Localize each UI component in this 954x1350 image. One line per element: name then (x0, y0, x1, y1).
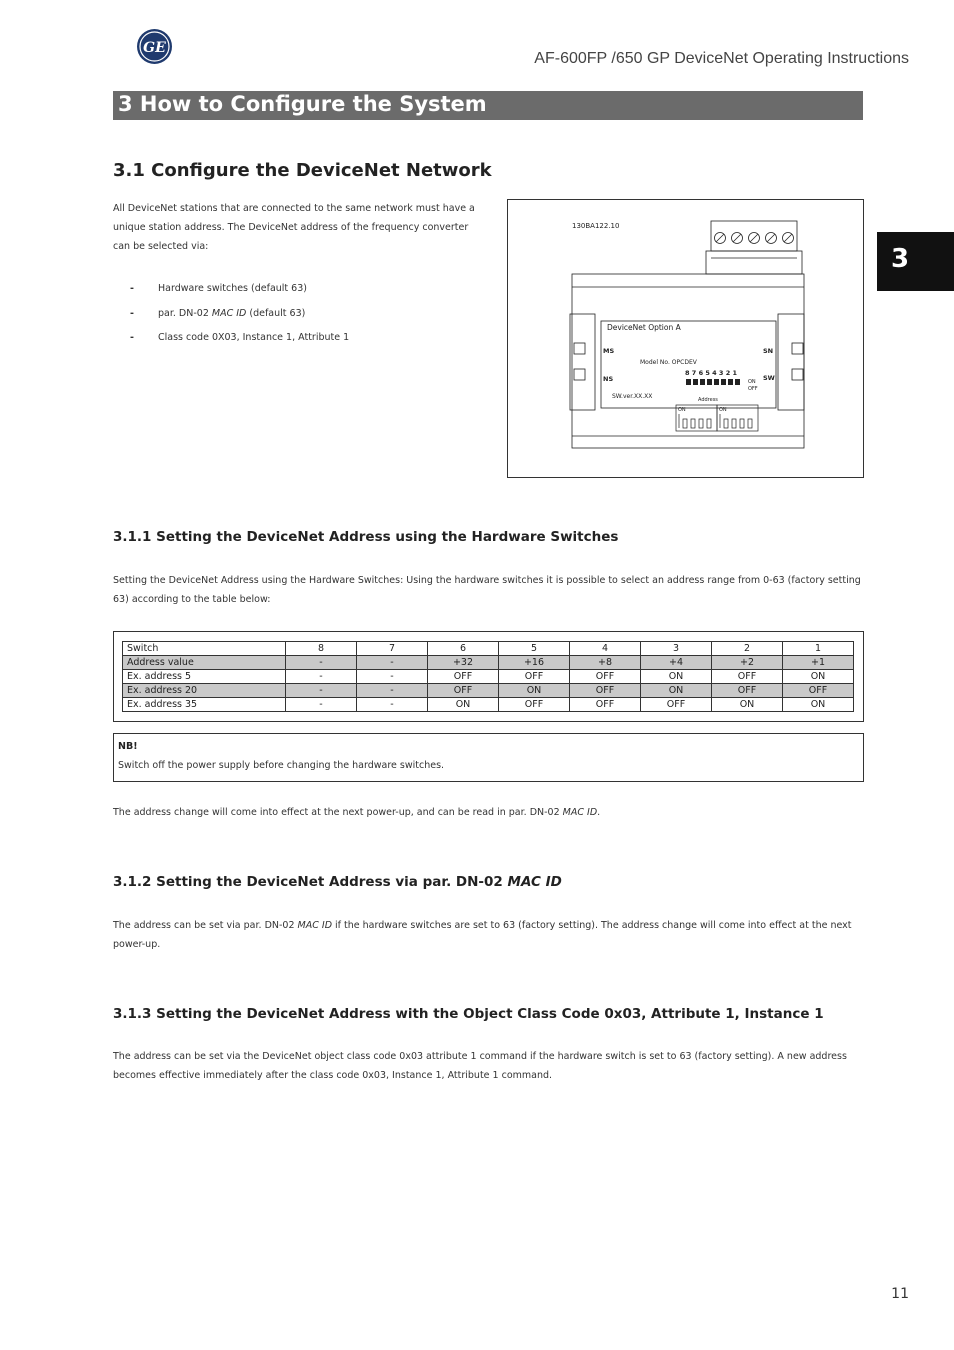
para-text-pre: The address change will come into effect at the next power-up, and can be read in par. DN-02 (113, 807, 563, 818)
table-cell: - (357, 684, 428, 698)
table-cell: - (286, 670, 357, 684)
table-cell: - (286, 698, 357, 712)
document-title: AF-600FP /650 GP DeviceNet Operating Instructions (534, 50, 909, 67)
table-cell: OFF (570, 698, 641, 712)
table-cell: ON (783, 670, 854, 684)
table-cell: OFF (428, 684, 499, 698)
row-label: Ex. address 5 (123, 670, 286, 684)
table-cell: ON (712, 698, 783, 712)
table-cell: OFF (570, 684, 641, 698)
ns-label: NS (603, 375, 614, 383)
table-cell: OFF (712, 670, 783, 684)
table-cell: OFF (499, 698, 570, 712)
bullet-text-post: (default 63) (246, 308, 306, 319)
dip-on-label: ON (748, 379, 756, 385)
dip-on-left: ON (678, 407, 686, 413)
heading-text: 3.1.2 Setting the DeviceNet Address via par. DN-02 (113, 874, 508, 890)
para-text-post: if the hardware switches are set to 63 (factory setting). The address change will come into effect at the next power-up. (113, 920, 852, 950)
table-cell: OFF (712, 684, 783, 698)
table-cell: 5 (499, 642, 570, 656)
address-label: Address (698, 397, 718, 403)
para-text-param: MAC ID (297, 920, 333, 931)
bullet-dash: - (130, 283, 134, 294)
class-code-paragraph: The address can be set via the DeviceNet object class code 0x03 attribute 1 command if the hardware switch is set to 63 (factory setting). A new address becomes effective immediately after the class code 0x03, Instance 1, Attribute 1 command. (113, 1051, 847, 1081)
ms-label: MS (603, 347, 615, 355)
bullet-text: Class code 0X03, Instance 1, Attribute 1 (158, 332, 350, 343)
table-cell: 8 (286, 642, 357, 656)
note-text: Switch off the power supply before changing the hardware switches. (118, 760, 445, 771)
sn-label: SN (763, 347, 774, 355)
row-label: Ex. address 35 (123, 698, 286, 712)
bullet-text (158, 308, 305, 319)
dip-on-right: ON (719, 407, 727, 413)
section-heading-3-1: 3.1 Configure the DeviceNet Network (113, 160, 492, 181)
mac-id-paragraph (113, 916, 865, 954)
table-cell: ON (783, 698, 854, 712)
sw-version-label: SW.ver.XX.XX (612, 393, 653, 400)
para-text-post: . (597, 807, 601, 818)
table-cell: ON (428, 698, 499, 712)
table-cell: OFF (499, 670, 570, 684)
table-cell: +32 (428, 656, 499, 670)
table-cell: +8 (570, 656, 641, 670)
table-cell: OFF (428, 670, 499, 684)
table-row (123, 670, 854, 684)
heading-param: MAC ID (507, 874, 562, 890)
table-cell: - (357, 656, 428, 670)
ge-logo (136, 28, 173, 65)
page-number: 11 (891, 1286, 909, 1302)
table-cell: - (286, 656, 357, 670)
model-label: Model No. OPCDEV (640, 359, 697, 366)
lower-dip-switches (676, 405, 758, 431)
table-cell: 4 (570, 642, 641, 656)
dip-numbers: 8 7 6 5 4 3 2 1 (685, 369, 738, 377)
table-cell: 2 (712, 642, 783, 656)
table-cell: 6 (428, 642, 499, 656)
table-cell: ON (641, 684, 712, 698)
bullet-dash: - (130, 308, 134, 319)
address-dip-switch (686, 379, 740, 385)
table-cell: 1 (783, 642, 854, 656)
intro-paragraph: All DeviceNet stations that are connected to the same network must have a unique station address. The DeviceNet address of the frequency converter can be selected via: (113, 203, 475, 252)
table-cell: ON (499, 684, 570, 698)
bullet-text-pre: par. DN-02 (158, 308, 212, 319)
table-cell: +16 (499, 656, 570, 670)
option-label: DeviceNet Option A (607, 323, 681, 332)
dip-off-label: OFF (748, 386, 758, 392)
bullet-dash: - (130, 332, 134, 343)
table-cell: - (286, 684, 357, 698)
row-label: Address value (123, 656, 286, 670)
switch-address-table (122, 641, 854, 712)
chapter-title: 3 How to Configure the System (118, 92, 487, 116)
table-row (123, 642, 854, 656)
table-cell: OFF (570, 670, 641, 684)
bullet-text-param: MAC ID (211, 308, 247, 319)
section-heading-3-1-2 (113, 874, 562, 890)
sw-label: SW (763, 374, 775, 382)
table-cell: 7 (357, 642, 428, 656)
logo-text: GE (143, 40, 166, 56)
table-cell: +1 (783, 656, 854, 670)
table-cell: OFF (783, 684, 854, 698)
row-label: Ex. address 20 (123, 684, 286, 698)
bullet-text: Hardware switches (default 63) (158, 283, 307, 294)
table-row (123, 656, 854, 670)
section-heading-3-1-3: 3.1.3 Setting the DeviceNet Address with the Object Class Code 0x03, Attribute 1, Instance 1 (113, 1006, 824, 1022)
section-heading-3-1-1: 3.1.1 Setting the DeviceNet Address using the Hardware Switches (113, 529, 619, 545)
chapter-tab-number: 3 (891, 244, 910, 274)
devicenet-option-diagram (508, 200, 863, 477)
note-label: NB! (118, 741, 138, 752)
note-box (113, 733, 864, 782)
table-cell: OFF (641, 698, 712, 712)
para-text-param: MAC ID (562, 807, 598, 818)
table-cell: +2 (712, 656, 783, 670)
address-change-paragraph (113, 803, 865, 822)
table-row (123, 684, 854, 698)
chapter-tab (877, 232, 954, 291)
terminal-connector (706, 221, 802, 274)
table-cell: - (357, 670, 428, 684)
table-cell: 3 (641, 642, 712, 656)
table-cell: +4 (641, 656, 712, 670)
figure-id: 130BA122.10 (572, 222, 620, 230)
hardware-switch-paragraph: Setting the DeviceNet Address using the Hardware Switches: Using the hardware switches it is possible to select an address range from 0-63 (factory setting 63) according to the table below: (113, 575, 861, 605)
table-cell: ON (641, 670, 712, 684)
para-text-pre: The address can be set via par. DN-02 (113, 920, 298, 931)
table-cell: - (357, 698, 428, 712)
row-label: Switch (123, 642, 286, 656)
table-row (123, 698, 854, 712)
